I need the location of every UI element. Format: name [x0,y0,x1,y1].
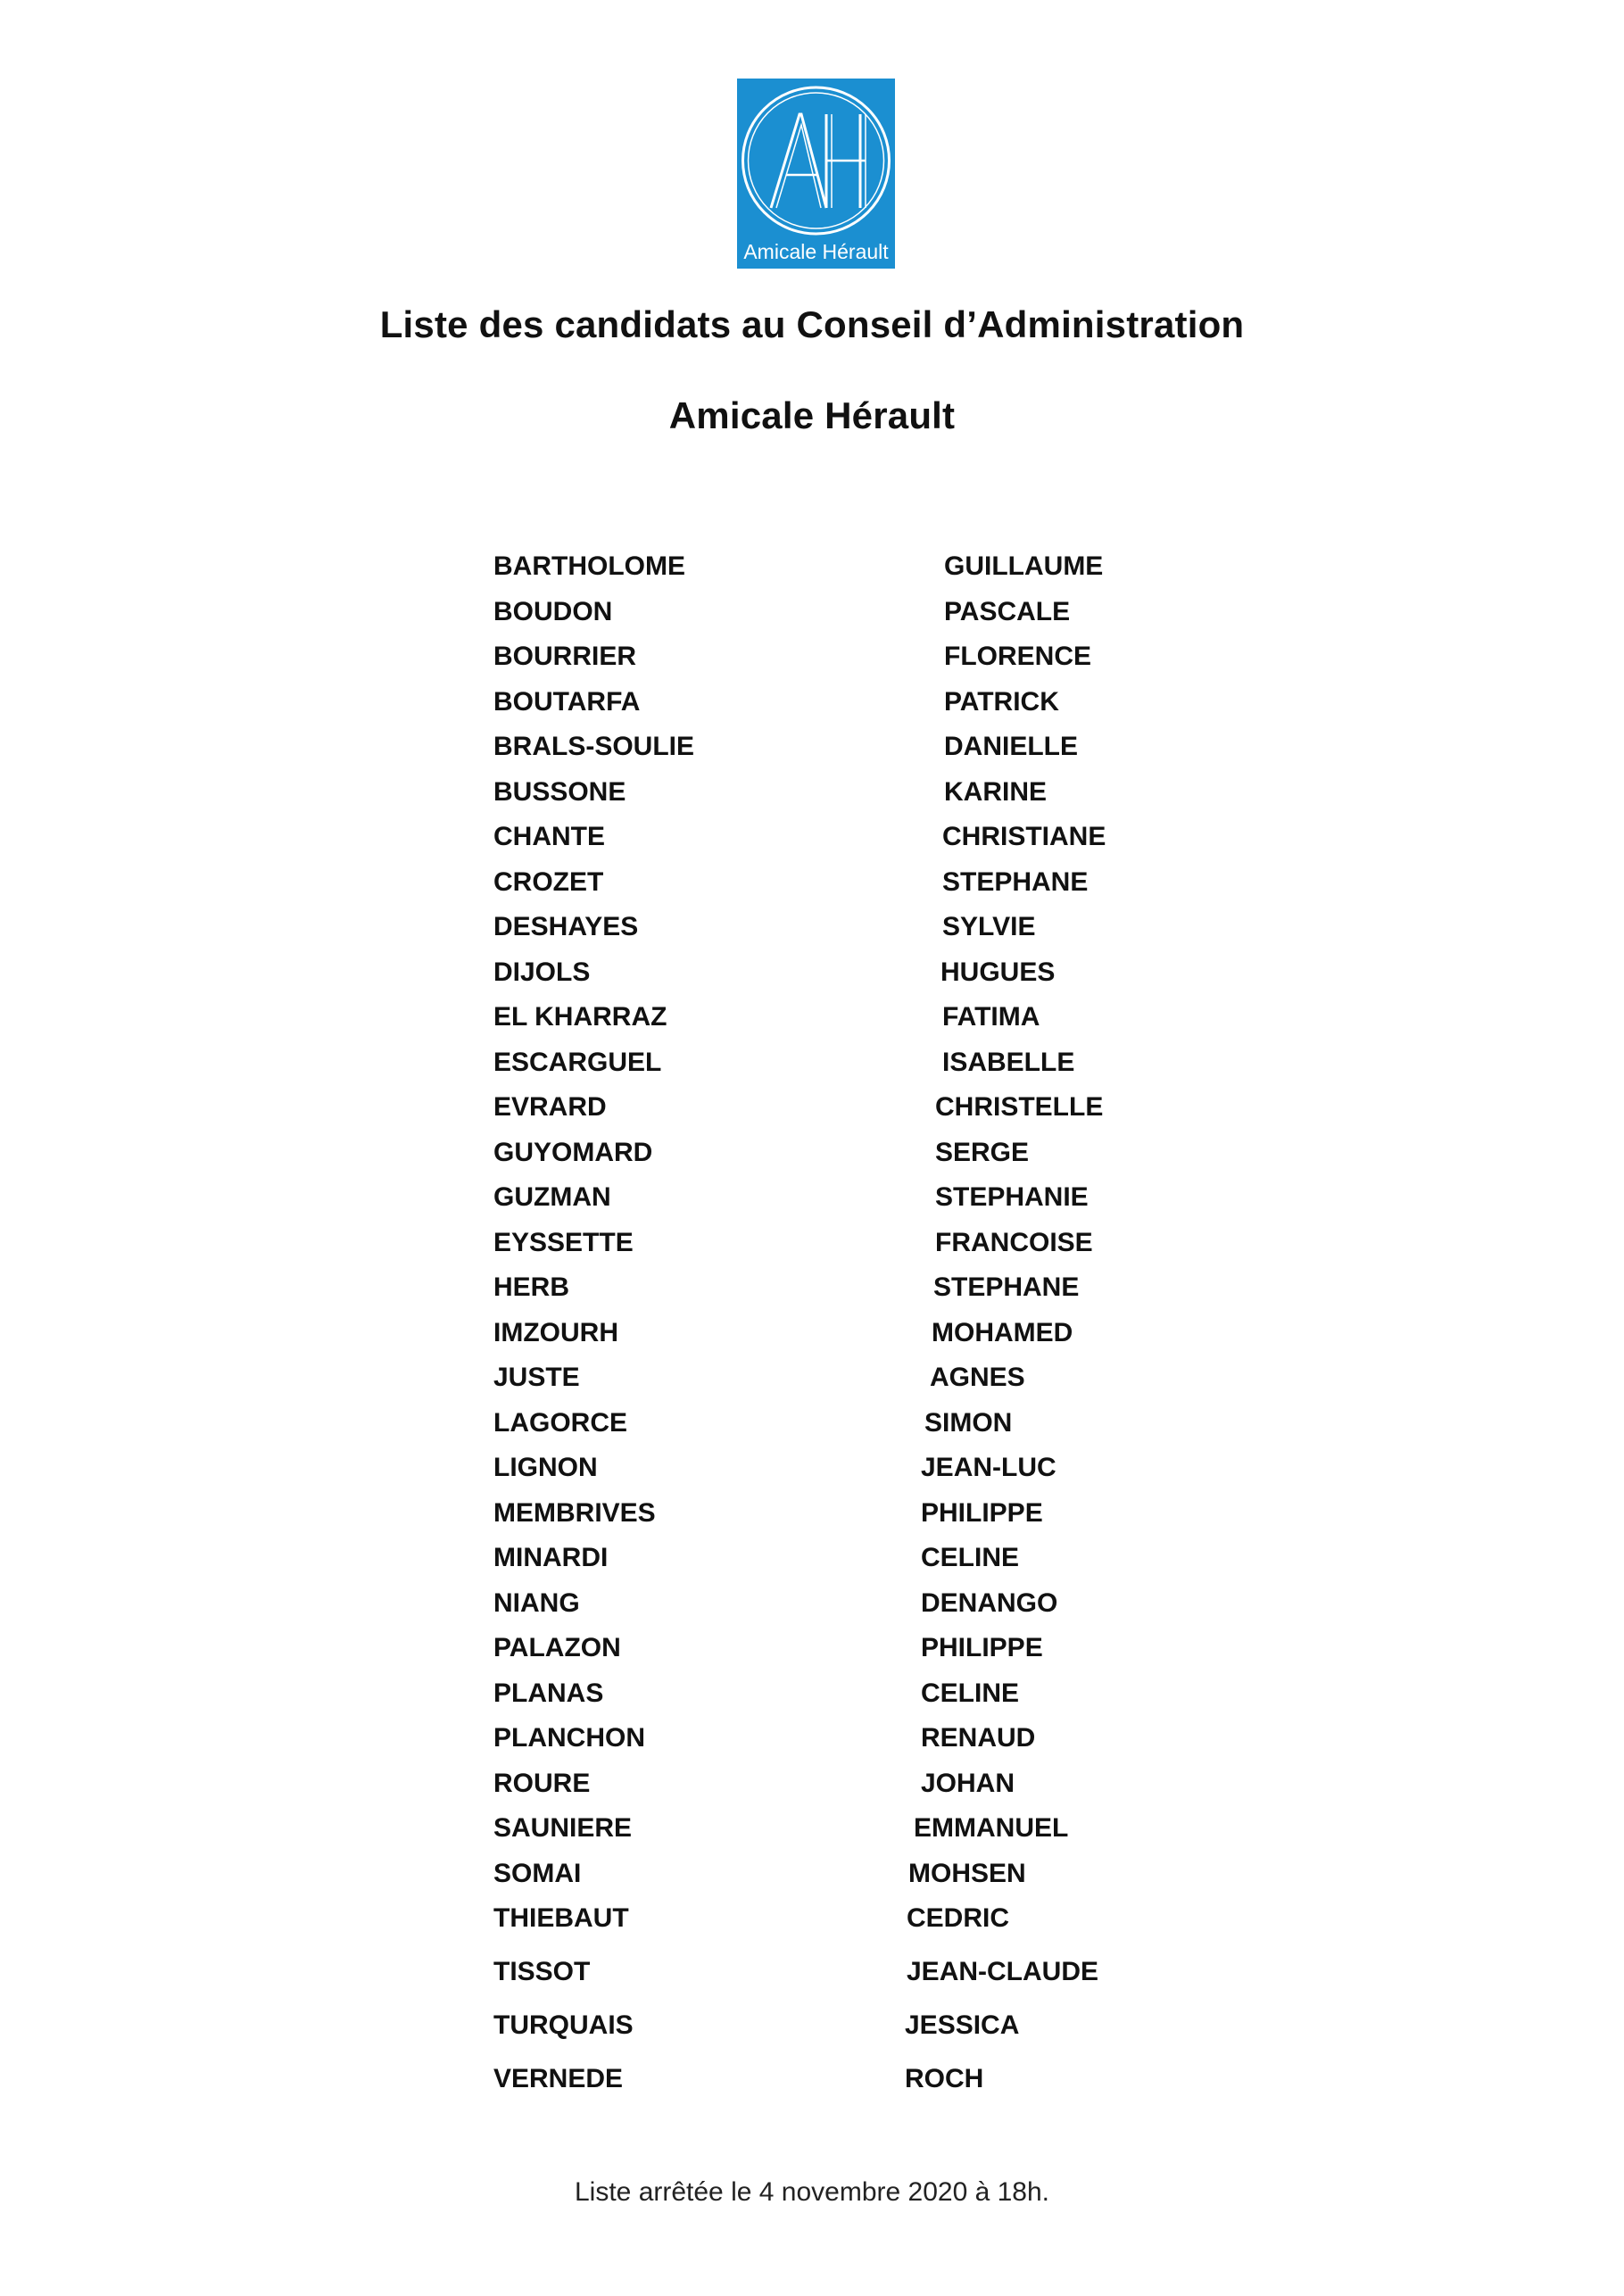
candidate-firstname: STEPHANIE [935,1182,1089,1212]
candidate-firstname: PATRICK [944,686,1059,717]
candidate-firstname: EMMANUEL [914,1813,1069,1843]
candidate-firstname: JEAN-LUC [921,1453,1056,1482]
candidate-surname: PLANCHON [493,1723,645,1753]
candidate-firstname: SYLVIE [942,912,1036,941]
candidate-row [0,1720,1624,1756]
candidate-row [0,1630,1624,1666]
candidate-surname: TURQUAIS [493,2010,634,2040]
candidate-row [0,1270,1624,1305]
candidate-row [0,1766,1624,1802]
candidate-firstname: FATIMA [942,1002,1040,1032]
candidate-firstname: ROCH [905,2064,984,2093]
candidate-surname: CHANTE [493,822,605,851]
candidate-surname: DIJOLS [493,957,591,987]
candidate-surname: MINARDI [493,1543,609,1572]
candidate-row [0,1360,1624,1396]
candidate-surname: VERNEDE [493,2064,624,2093]
candidate-surname: BUSSONE [493,776,626,807]
candidate-row [0,2061,1624,2097]
candidate-firstname: JEAN-CLAUDE [907,1957,1099,1986]
candidate-row [0,549,1624,584]
candidate-firstname: MOHSEN [908,1858,1026,1888]
candidate-surname: NIANG [493,1587,580,1618]
candidate-surname: SOMAI [493,1858,582,1888]
candidate-surname: ROURE [493,1768,591,1798]
candidate-row [0,1225,1624,1261]
candidate-surname: BRALS-SOULIE [493,732,694,761]
candidate-row [0,1496,1624,1531]
candidate-firstname: CHRISTELLE [935,1092,1104,1122]
candidate-firstname: STEPHANE [933,1272,1080,1302]
candidate-surname: BARTHOLOME [493,551,685,581]
candidate-surname: BOUDON [493,596,613,626]
candidate-firstname: CELINE [921,1543,1020,1572]
candidate-row [0,955,1624,991]
candidate-row [0,1901,1624,1936]
candidate-firstname: CEDRIC [907,1903,1010,1933]
candidate-surname: GUZMAN [493,1182,611,1212]
candidate-surname: TISSOT [493,1957,591,1986]
candidate-firstname: KARINE [944,776,1048,807]
candidate-firstname: SIMON [924,1407,1013,1438]
candidate-row [0,999,1624,1035]
candidate-surname: LAGORCE [493,1407,627,1438]
candidate-firstname: PHILIPPE [921,1497,1043,1528]
document-title: Liste des candidats au Conseil d’Administration [379,303,1245,345]
candidate-firstname: PASCALE [944,596,1071,626]
candidate-firstname: DENANGO [921,1587,1058,1618]
candidate-row [0,1676,1624,1712]
candidate-row [0,1811,1624,1846]
candidate-surname: LIGNON [493,1453,598,1482]
candidate-row [0,909,1624,945]
candidate-row [0,1090,1624,1125]
candidate-surname: BOUTARFA [493,686,641,717]
candidate-row [0,684,1624,720]
document-subtitle: Amicale Hérault [668,394,956,436]
candidate-surname: BOURRIER [493,642,637,671]
logo-caption: Amicale Hérault [743,240,889,263]
candidate-firstname: DANIELLE [944,732,1078,761]
candidate-row [0,775,1624,810]
candidate-row [0,2008,1624,2043]
candidate-surname: DESHAYES [493,912,639,941]
candidate-row [0,729,1624,765]
candidate-row [0,1540,1624,1576]
candidate-surname: PALAZON [493,1633,621,1662]
candidate-row [0,1135,1624,1171]
candidate-surname: ESCARGUEL [493,1047,662,1077]
candidate-firstname: RENAUD [921,1723,1036,1753]
candidate-surname: MEMBRIVES [493,1497,656,1528]
candidate-firstname: FRANCOISE [935,1227,1093,1257]
candidate-firstname: AGNES [930,1363,1025,1392]
candidate-surname: EYSSETTE [493,1227,634,1257]
candidate-surname: GUYOMARD [493,1137,653,1167]
candidate-firstname: JESSICA [905,2010,1020,2040]
candidate-firstname: MOHAMED [932,1317,1073,1347]
candidate-row [0,1045,1624,1081]
candidate-firstname: ISABELLE [942,1047,1075,1077]
candidate-row [0,594,1624,630]
candidate-firstname: CELINE [921,1678,1020,1708]
candidate-row [0,1450,1624,1486]
candidate-surname: JUSTE [493,1363,580,1392]
candidate-firstname: SERGE [935,1137,1030,1167]
candidate-surname: EL KHARRAZ [493,1002,667,1032]
candidate-firstname: CHRISTIANE [942,822,1106,851]
candidate-row [0,1954,1624,1990]
candidate-row [0,1856,1624,1892]
candidate-firstname: STEPHANE [942,866,1089,897]
candidate-row [0,1180,1624,1215]
candidate-firstname: FLORENCE [944,642,1091,671]
candidate-surname: PLANAS [493,1678,604,1708]
candidate-row [0,1586,1624,1621]
candidate-surname: IMZOURH [493,1317,618,1347]
candidate-row [0,865,1624,900]
candidate-firstname: PHILIPPE [921,1633,1043,1662]
candidate-row [0,819,1624,855]
candidate-firstname: GUILLAUME [944,551,1104,581]
candidate-surname: EVRARD [493,1092,607,1122]
candidate-surname: SAUNIERE [493,1813,633,1843]
candidate-firstname: HUGUES [940,957,1056,987]
candidate-surname: CROZET [493,866,604,897]
candidate-row [0,1315,1624,1351]
list-closing-note: Liste arrêtée le 4 novembre 2020 à 18h. [574,2177,1050,2207]
candidate-firstname: JOHAN [921,1768,1015,1798]
candidate-surname: THIEBAUT [493,1903,629,1933]
candidate-surname: HERB [493,1272,570,1302]
candidate-row [0,1405,1624,1441]
candidate-row [0,639,1624,675]
